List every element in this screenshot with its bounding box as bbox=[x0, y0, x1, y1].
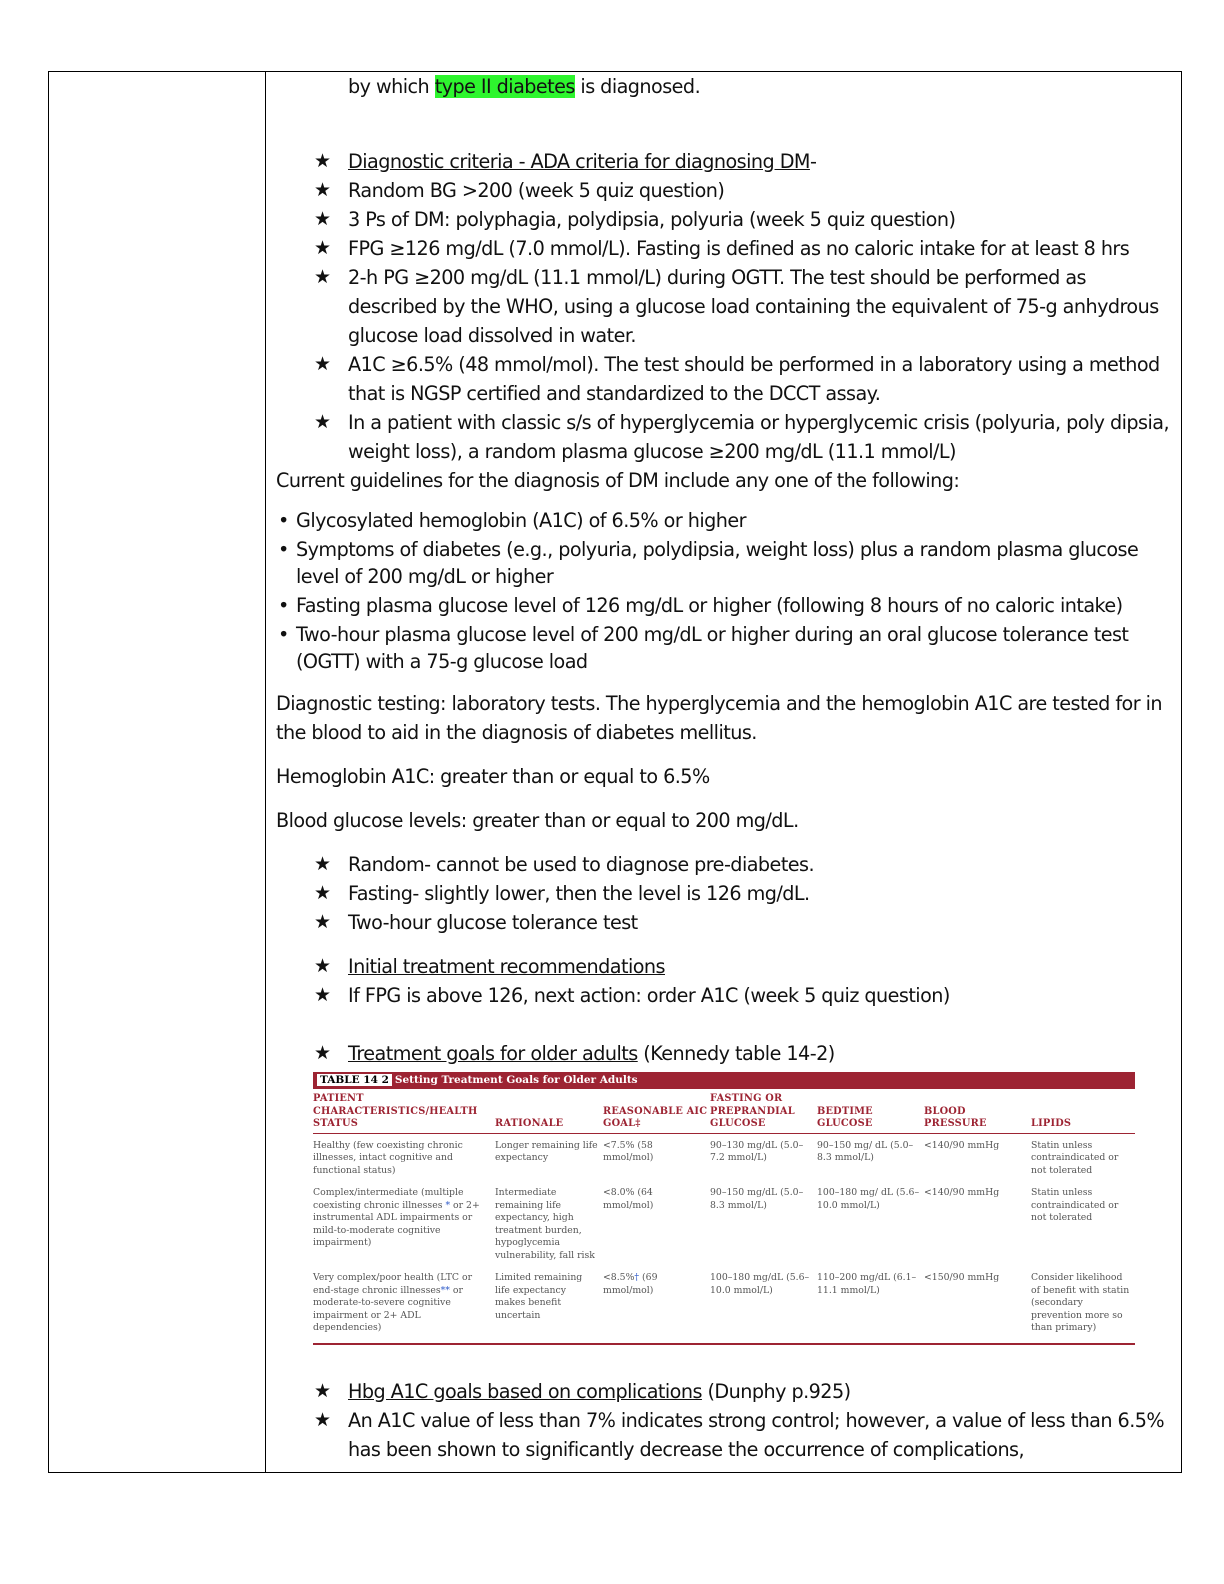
blood-glucose-threshold-line: Blood glucose levels: greater than or equal to 200 mg/dL. bbox=[276, 809, 799, 832]
list-item: ★ If FPG is above 126, next action: order A1C (week 5 quiz question) bbox=[276, 981, 1173, 1010]
black-star-icon: ★ bbox=[314, 1408, 331, 1431]
list-item: ★ In a patient with classic s/s of hyperglycemia or hyperglycemic crisis (polyuria, poly dipsia, weight loss), a random plasma glucose ≥200 mg/dL (11.1 mmol/L) bbox=[276, 408, 1173, 466]
bullet-dot-icon: • bbox=[278, 509, 289, 532]
column-header: LIPIDS bbox=[1031, 1118, 1072, 1129]
column-header: RATIONALE bbox=[495, 1118, 564, 1129]
list-item: • Fasting plasma glucose level of 126 mg/dL or higher (following 8 hours of no caloric intake) bbox=[278, 594, 1123, 617]
column-header: BLOOD PRESSURE bbox=[924, 1105, 987, 1129]
treatment-list bbox=[276, 952, 1173, 1010]
list-item: ★ 2-h PG ≥200 mg/dL (11.1 mmol/L) during OGTT. The test should be performed as described by the WHO, using a glucose load containing the equivalent of 75-g anhydrous glucose load dissolved in water. bbox=[276, 263, 1173, 350]
list-item: ★ An A1C value of less than 7% indicates strong control; however, a value of less than 6.5% has been shown to significantly decrease the occurrence of complications, bbox=[276, 1406, 1173, 1464]
column-header: REASONABLE AIC GOAL‡ bbox=[603, 1105, 708, 1129]
treatment-heading: Initial treatment recommendations bbox=[348, 955, 665, 978]
list-item: ★ Random BG >200 (week 5 quiz question) bbox=[276, 176, 1173, 205]
older-adults-heading: Treatment goals for older adults bbox=[348, 1042, 638, 1065]
a1c-goals-heading: Hbg A1C goals based on complications bbox=[348, 1379, 702, 1403]
black-star-icon: ★ bbox=[314, 179, 331, 201]
black-star-icon: ★ bbox=[314, 853, 331, 875]
a1c-goals-list bbox=[276, 1377, 1173, 1464]
black-star-icon: ★ bbox=[314, 1042, 331, 1064]
list-item: ★ Two-hour glucose tolerance test bbox=[276, 908, 1173, 937]
guidelines-list bbox=[276, 507, 1173, 675]
table-row: Complex/intermediate (multiple coexisting chronic illnesses * or 2+ instrumental ADL impairments or mild-to-moderate cognitive impairment) Intermediate remaining life expectancy, high treatment burden, hypoglycemia vulnerability, fall risk <8.0% (64 mmol/mol) 90–150 mg/dL (5.0–8.3 mmol/L) 100–180 mg/ dL (5.6–10.0 mmol/L) <140/90 mmHg Statin unless contraindicated or not tolerated bbox=[313, 1187, 1119, 1261]
black-star-icon: ★ bbox=[314, 911, 331, 933]
a1c-threshold-line: Hemoglobin A1C: greater than or equal to 6.5% bbox=[276, 765, 710, 788]
list-item: ★ A1C ≥6.5% (48 mmol/mol). The test should be performed in a laboratory using a method that is NGSP certified and standardized to the DCCT assay. bbox=[276, 350, 1173, 408]
document-table-frame bbox=[48, 71, 1182, 1473]
bullet-dot-icon: • bbox=[278, 594, 289, 617]
column-header: PATIENT CHARACTERISTICS/HEALTH STATUS bbox=[313, 1093, 478, 1129]
bullet-dot-icon: • bbox=[278, 623, 289, 646]
list-item: • Glycosylated hemoglobin (A1C) of 6.5% or higher bbox=[278, 509, 746, 532]
black-star-icon: ★ bbox=[314, 984, 331, 1006]
list-item: ★ Diagnostic criteria - ADA criteria for diagnosing DM- bbox=[276, 147, 1173, 176]
list-item: • Symptoms of diabetes (e.g., polyuria, polydipsia, weight loss) plus a random plasma glucose level of 200 mg/dL or higher bbox=[278, 538, 1139, 588]
list-item bbox=[276, 952, 1173, 981]
guidelines-intro: Current guidelines for the diagnosis of DM include any one of the following: bbox=[276, 469, 960, 492]
black-star-icon: ★ bbox=[314, 353, 331, 375]
black-star-icon: ★ bbox=[314, 955, 331, 977]
diagnostic-testing-paragraph: Diagnostic testing: laboratory tests. The hyperglycemia and the hemoglobin A1C are tested for in the blood to aid in the diagnosis of diabetes mellitus. bbox=[276, 692, 1163, 744]
older-adults-list bbox=[276, 1039, 1173, 1068]
table-header-row bbox=[313, 1093, 1135, 1134]
list-item: • Two-hour plasma glucose level of 200 mg/dL or higher during an oral glucose tolerance test (OGTT) with a 75-g glucose load bbox=[278, 623, 1129, 673]
column-header: FASTING OR PREPRANDIAL GLUCOSE bbox=[710, 1093, 795, 1129]
table-row: Very complex/poor health (LTC or end-stage chronic illnesses** or moderate-to-severe cognitive impairment or 2+ ADL dependencies) Limited remaining life expectancy makes benefit uncertain <8.5%† (69 mmol/mol) 100–180 mg/dL (5.6–10.0 mmol/L) 110–200 mg/dL (6.1–11.1 mmol/L) <150/90 mmHg Consider likelihood of benefit with statin (secondary prevention more so than primary) bbox=[313, 1272, 1130, 1333]
column-divider bbox=[265, 72, 266, 1472]
intro-line: by which type II diabetes is diagnosed. bbox=[348, 75, 701, 98]
list-item: ★ 3 Ps of DM: polyphagia, polydipsia, polyuria (week 5 quiz question) bbox=[276, 205, 1173, 234]
list-item: ★ Treatment goals for older adults (Kennedy table 14-2) bbox=[276, 1039, 1173, 1068]
bullet-dot-icon: • bbox=[278, 538, 289, 561]
list-item: ★ Random- cannot be used to diagnose pre-diabetes. bbox=[276, 850, 1173, 879]
list-item: ★ Fasting- slightly lower, then the level is 126 mg/dL. bbox=[276, 879, 1173, 908]
black-star-icon: ★ bbox=[314, 411, 331, 433]
list-item: ★ Hbg A1C goals based on complications (Dunphy p.925) bbox=[276, 1377, 1173, 1406]
list-item: ★ FPG ≥126 mg/dL (7.0 mmol/L). Fasting is defined as no caloric intake for at least 8 hrs bbox=[276, 234, 1173, 263]
black-star-icon: ★ bbox=[314, 150, 331, 172]
table-caption: TABLE 14 2 Setting Treatment Goals for Older Adults bbox=[313, 1072, 1135, 1089]
black-star-icon: ★ bbox=[314, 237, 331, 259]
column-header: BEDTIME GLUCOSE bbox=[817, 1105, 873, 1129]
black-star-icon: ★ bbox=[314, 266, 331, 288]
black-star-icon: ★ bbox=[314, 882, 331, 904]
notes-column bbox=[276, 72, 1173, 1472]
black-star-icon: ★ bbox=[314, 208, 331, 230]
test-types-list bbox=[276, 850, 1173, 937]
table-row: Healthy (few coexisting chronic illnesses, intact cognitive and functional status) Longer remaining life expectancy <7.5% (58 mmol/mol) 90–130 mg/dL (5.0–7.2 mmol/L) 90–150 mg/ dL (5.0–8.3 mmol/L) <140/90 mmHg Statin unless contraindicated or not tolerated bbox=[313, 1139, 1119, 1176]
black-star-icon: ★ bbox=[314, 1379, 331, 1402]
treatment-goals-table-image bbox=[313, 1072, 1135, 1345]
highlighted-term: type II diabetes bbox=[434, 75, 575, 98]
ada-criteria-list bbox=[276, 147, 1173, 466]
